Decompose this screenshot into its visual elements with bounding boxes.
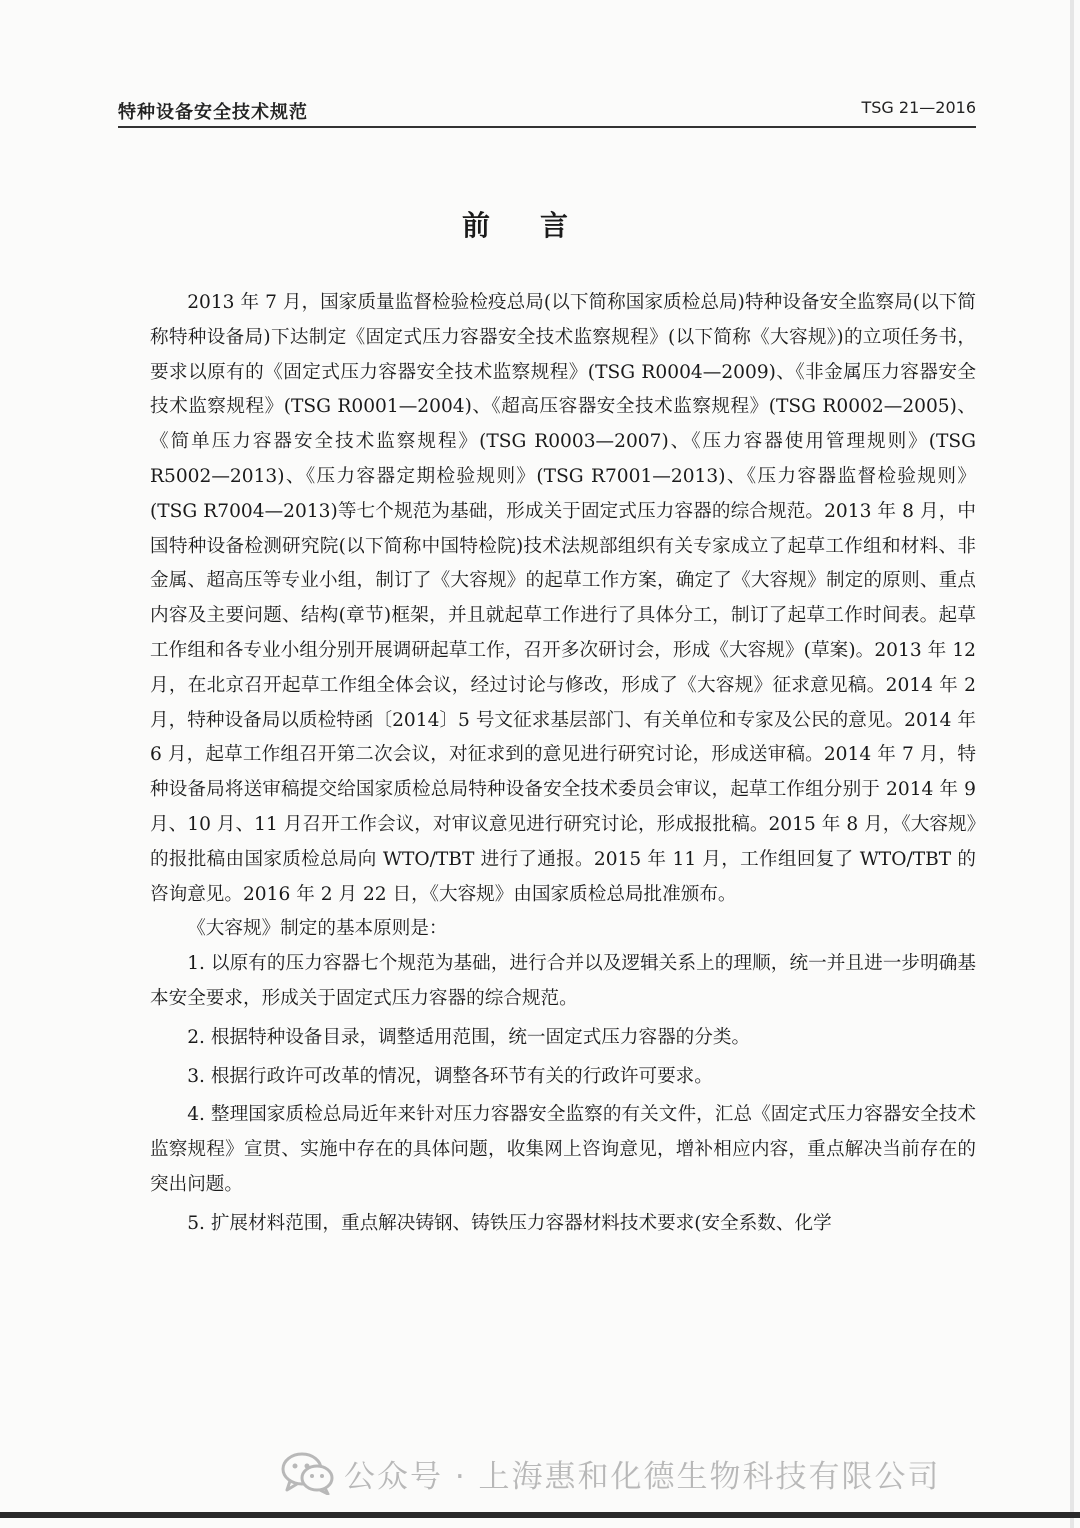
wechat-icon	[280, 1451, 336, 1495]
principle-item-5: 5. 扩展材料范围，重点解决铸钢、铸铁压力容器材料技术要求(安全系数、化学	[187, 1212, 832, 1234]
page-header	[118, 96, 976, 126]
header-standard-number: TSG 21—2016	[861, 98, 976, 117]
principle-item-3: 3. 根据行政许可改革的情况，调整各环节有关的行政许可要求。	[187, 1065, 713, 1087]
principle-item-2: 2. 根据特种设备目录，调整适用范围，统一固定式压力容器的分类。	[187, 1026, 751, 1048]
principle-item-1: 1. 以原有的压力容器七个规范为基础，进行合并以及逻辑关系上的理顺，统一并且进一步明确基本安全要求，形成关于固定式压力容器的综合规范。	[150, 953, 976, 1009]
header-rule	[118, 126, 976, 128]
principle-item-4: 4. 整理国家质检总局近年来针对压力容器安全监察的有关文件，汇总《固定式压力容器安全技术监察规程》宣贯、实施中存在的具体问题，收集网上咨询意见，增补相应内容，重点解决当前存在的突出问题。	[150, 1104, 976, 1195]
watermark	[280, 1448, 941, 1498]
watermark-text: 公众号 · 上海惠和化德生物科技有限公司	[344, 1458, 941, 1495]
page-title: 前言	[461, 209, 618, 242]
header-series-title: 特种设备安全技术规范	[118, 102, 308, 123]
preface-body	[150, 286, 976, 1242]
paragraph-principles-intro: 《大容规》制定的基本原则是：	[187, 918, 448, 940]
scan-edge-right	[1070, 0, 1074, 1528]
scan-edge-bottom	[0, 1512, 1080, 1518]
paragraph-history: 2013 年 7 月，国家质量监督检验检疫总局(以下简称国家质检总局)特种设备安全监察局(以下简称特种设备局)下达制定《固定式压力容器安全技术监察规程》(以下简称《大容规》)的立项任务书，要求以原有的《固定式压力容器安全技术监察规程》(TSG R0004—2009)、《非金属压力容器安全技术监察规程》(TSG R0001—2004)、《超高压容器安全技术监察规程》(TSG R0002—2005)、《简单压力容器安全技术监察规程》(TSG R0003—2007)、《压力容器使用管理规则》(TSG R5002—2013)、《压力容器定期检验规则》(TSG R7001—2013)、《压力容器监督检验规则》(TSG R7004—2013)等七个规范为基础，形成关于固定式压力容器的综合规范。2013 年 8 月，中国特种设备检测研究院(以下简称中国特检院)技术法规部组织有关专家成立了起草工作组和材料、非金属、超高压等专业小组，制订了《大容规》的起草工作方案，确定了《大容规》制定的原则、重点内容及主要问题、结构(章节)框架，并且就起草工作进行了具体分工，制订了起草工作时间表。起草工作组和各专业小组分别开展调研起草工作，召开多次研讨会，形成《大容规》(草案)。2013 年 12 月，在北京召开起草工作组全体会议，经过讨论与修改，形成了《大容规》征求意见稿。2014 年 2 月，特种设备局以质检特函〔2014〕5 号文征求基层部门、有关单位和专家及公民的意见。2014 年 6 月，起草工作组召开第二次会议，对征求到的意见进行研究讨论，形成送审稿。2014 年 7 月，特种设备局将送审稿提交给国家质检总局特种设备安全技术委员会审议，起草工作组分别于 2014 年 9 月、10 月、11 月召开工作会议，对审议意见进行研究讨论，形成报批稿。2015 年 8 月，《大容规》的报批稿由国家质检总局向 WTO/TBT 进行了通报。2015 年 11 月，工作组回复了 WTO/TBT 的咨询意见。2016 年 2 月 22 日，《大容规》由国家质检总局批准颁布。	[150, 292, 976, 905]
